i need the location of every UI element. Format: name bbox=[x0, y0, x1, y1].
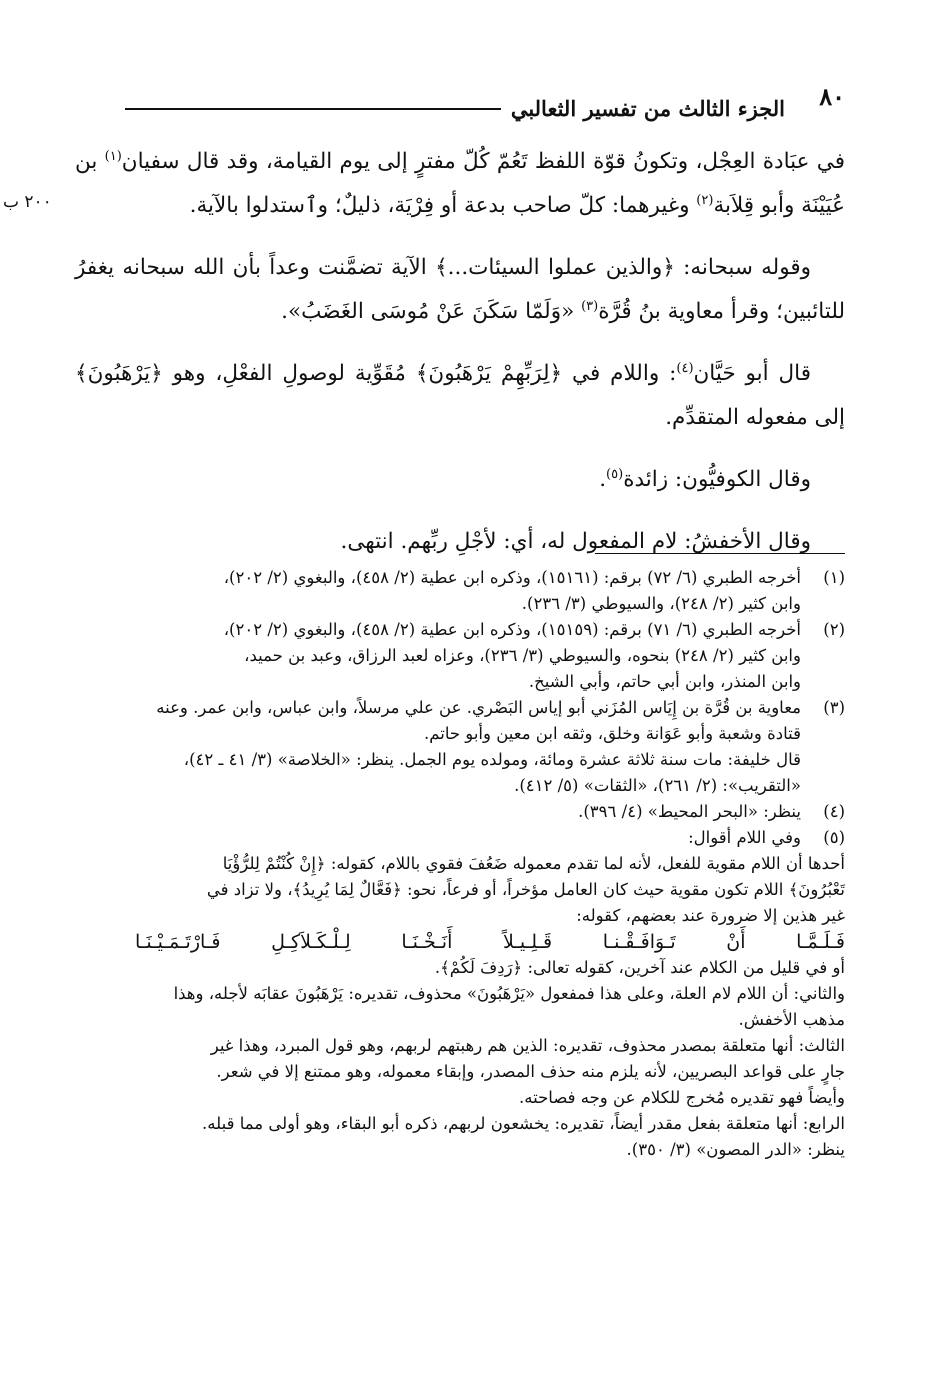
footnote-line: وفي اللام أقوال: bbox=[688, 828, 801, 847]
footnote-number: (٥) bbox=[823, 828, 845, 847]
footnote-5-continued bbox=[75, 851, 845, 1163]
footnote-line: جارٍ على قواعد البصريين، لأنه يلزم منه حذف المصدر، وإبقاء معموله، وهو ممتنع إلا في شعر. bbox=[216, 1062, 845, 1081]
footnote-2 bbox=[75, 617, 845, 695]
text-run: بن عُيَيْنَة وأبو قِلاَبة bbox=[75, 149, 845, 218]
footnote-line: قال خليفة: مات سنة ثلاثة عشرة ومائة، ومولده يوم الجمل. ينظر: «الخلاصة» (٣/ ٤١ ـ ٤٢)، bbox=[183, 750, 801, 769]
footnote-line: تَعْبُرُونَ﴾ اللام تكون مقوية حيث كان العامل مؤخراً، أو فرعاً، نحو: ﴿فَعَّالٌ لِمَا يُرِيدُ﴾، ولا تزاد في bbox=[206, 880, 845, 899]
footnote-4 bbox=[75, 799, 845, 825]
footnote-line: أخرجه الطبري (٦/ ٧١) برقم: (١٥١٥٩)، وذكره ابن عطية (٢/ ٤٥٨)، والبغوي (٢/ ٢٠٢)، bbox=[223, 620, 801, 639]
text-run: وغيرهما: كلّ صاحب بدعة أو فِرْيَة، ذليلٌ؛ وٱستدلوا بالآية. bbox=[189, 193, 697, 218]
footnote-line: قتادة وشعبة وأبو عَوَانة وخلق، وثقه ابن معين وأبو حاتم. bbox=[424, 724, 801, 743]
footnote-line: وابن كثير (٢/ ٢٤٨) بنحوه، والسيوطي (٣/ ٢٣٦)، وعزاه لعبد الرزاق، وعبد بن حميد، bbox=[244, 646, 801, 665]
footnote-line: وابن المنذر، وابن أبي حاتم، وأبي الشيخ. bbox=[528, 672, 801, 691]
verse-word: أَنْ bbox=[726, 931, 746, 953]
footnote-ref[interactable]: (١) bbox=[104, 148, 122, 164]
footnote-line: أخرجه الطبري (٦/ ٧٢) برقم: (١٥١٦١)، وذكره ابن عطية (٢/ ٤٥٨)، والبغوي (٢/ ٢٠٢)، bbox=[223, 568, 801, 587]
verse-word: فَـلَـمَّـا bbox=[796, 931, 845, 953]
footnote-line: «التقريب»: (٢/ ٢٦١)، «الثقات» (٥/ ٤١٢). bbox=[514, 776, 801, 795]
footnote-line: الرابع: أنها متعلقة بفعل مقدر أيضاً، تقديره: يخشعون لربهم، ذكره أبو البقاء، وهو أولى مما قبله. bbox=[202, 1114, 845, 1133]
footnote-separator bbox=[595, 553, 845, 554]
footnote-line: ينظر: «الدر المصون» (٣/ ٣٥٠). bbox=[626, 1140, 845, 1159]
footnote-line: غير هذين إلا ضرورة عند بعضهم، كقوله: bbox=[576, 906, 845, 925]
footnote-line: ينظر: «البحر المحيط» (٤/ ٣٩٦). bbox=[578, 802, 801, 821]
footnote-number: (٢) bbox=[823, 620, 845, 639]
paragraph-4 bbox=[75, 458, 845, 502]
footnote-line: أو في قليل من الكلام عند آخرين، كقوله تعالى: ﴿رَدِفَ لَكُمْ﴾. bbox=[434, 958, 845, 977]
page-number: ٨٠ bbox=[819, 82, 845, 111]
footnote-5 bbox=[75, 825, 845, 851]
paragraph-3 bbox=[75, 352, 845, 440]
footnote-line: الثالث: أنها متعلقة بمصدر محذوف، تقديره: الذين هم رهبتهم لربهم، وهو قول المبرد، وهذا غير bbox=[210, 1036, 845, 1055]
text-run: وقوله سبحانه: ﴿والذين عملوا السيئات...﴾ الآية تضمَّنت وعداً بأن الله سبحانه يغفرُ للتائبين؛ وقرأ معاوية بنُ قُرَّة bbox=[75, 255, 845, 324]
footnote-line: والثاني: أن اللام لام العلة، وعلى هذا فمفعول «يَرْهَبُونَ» محذوف، تقديره: يَرْهَبُونَ عقابَه لأجله، وهذا bbox=[173, 984, 845, 1003]
footnote-number: (٤) bbox=[823, 802, 845, 821]
text-run: «وَلَمّا سَكَنَ عَنْ مُوسَى الغَضَبُ». bbox=[281, 299, 582, 324]
footnotes bbox=[75, 565, 845, 1163]
footnote-ref[interactable]: (٣) bbox=[581, 298, 599, 314]
verse-word: أَنَـخْـنَـا bbox=[401, 931, 453, 953]
footnote-body bbox=[75, 695, 801, 799]
text-run: : واللام في ﴿لِرَبِّهِمْ يَرْهَبُونَ﴾ مُقَوِّية لوصولِ الفعْلِ، وهو ﴿يَرْهَبُونَ﴾ إلى مفعوله المتقدِّم. bbox=[75, 361, 845, 430]
footnote-line: معاوية بن قُرَّة بن إِيَاس المُزَني أبو إياس البَصْري. عن علي مرسلاً، وابن عباس، وابن عمر. وعنه bbox=[156, 698, 801, 717]
paragraph-5: وقال الأخفشُ: لام المفعول له، أي: لأجْلِ ربِّهم. انتهى. bbox=[340, 529, 811, 554]
paragraph-2 bbox=[75, 246, 845, 334]
footnote-line: وأيضاً فهو تقديره مُخرج للكلام عن وجه فصاحته. bbox=[519, 1088, 845, 1107]
footnote-ref[interactable]: (٤) bbox=[676, 360, 694, 376]
poetry-verse bbox=[75, 929, 845, 955]
text-run: قال أبو حَيَّان bbox=[693, 361, 811, 386]
text-run: وقال الكوفيُّون: زائدة bbox=[623, 467, 811, 492]
footnote-body bbox=[75, 617, 801, 695]
footnote-ref[interactable]: (٥) bbox=[606, 466, 624, 482]
paragraph-1 bbox=[75, 140, 845, 228]
running-head bbox=[125, 96, 785, 121]
text-run: . bbox=[599, 467, 607, 492]
header-rule bbox=[125, 108, 501, 110]
footnote-body bbox=[75, 565, 801, 617]
footnote-3 bbox=[75, 695, 845, 799]
verse-word: فَـارْتَـمَـيْـنَـا bbox=[135, 931, 221, 953]
verse-word: قَـلِـيـلاً bbox=[503, 931, 553, 953]
footnote-1 bbox=[75, 565, 845, 617]
main-text bbox=[75, 140, 845, 582]
footnote-number: (٣) bbox=[823, 698, 845, 717]
running-title: الجزء الثالث من تفسير الثعالبي bbox=[510, 96, 785, 121]
footnote-body bbox=[75, 825, 801, 851]
footnote-line: مذهب الأخفش. bbox=[738, 1010, 845, 1029]
footnote-line: أحدها أن اللام مقوية للفعل، لأنه لما تقدم معموله ضَعُفَ فقوي باللام، كقوله: ﴿إِنْ كُنْتُمْ لِلرُّؤْيَا bbox=[222, 854, 845, 873]
footnote-body bbox=[75, 799, 801, 825]
text-run: في عبَادة العِجْل، وتكونُ قوّة اللفظ تَعُمّ كُلّ مفترٍ إلى يوم القيامة، وقد قال سفيان bbox=[121, 149, 845, 174]
footnote-number: (١) bbox=[823, 568, 845, 587]
margin-note: ٢٠٠ ب bbox=[3, 192, 52, 212]
footnote-ref[interactable]: (٢) bbox=[696, 192, 714, 208]
verse-word: تَـوَافَـقْـنـا bbox=[602, 931, 676, 953]
verse-word: لِـلْـكَـلاَكِـلِ bbox=[271, 931, 351, 953]
footnote-line: وابن كثير (٢/ ٢٤٨)، والسيوطي (٣/ ٢٣٦). bbox=[521, 594, 801, 613]
